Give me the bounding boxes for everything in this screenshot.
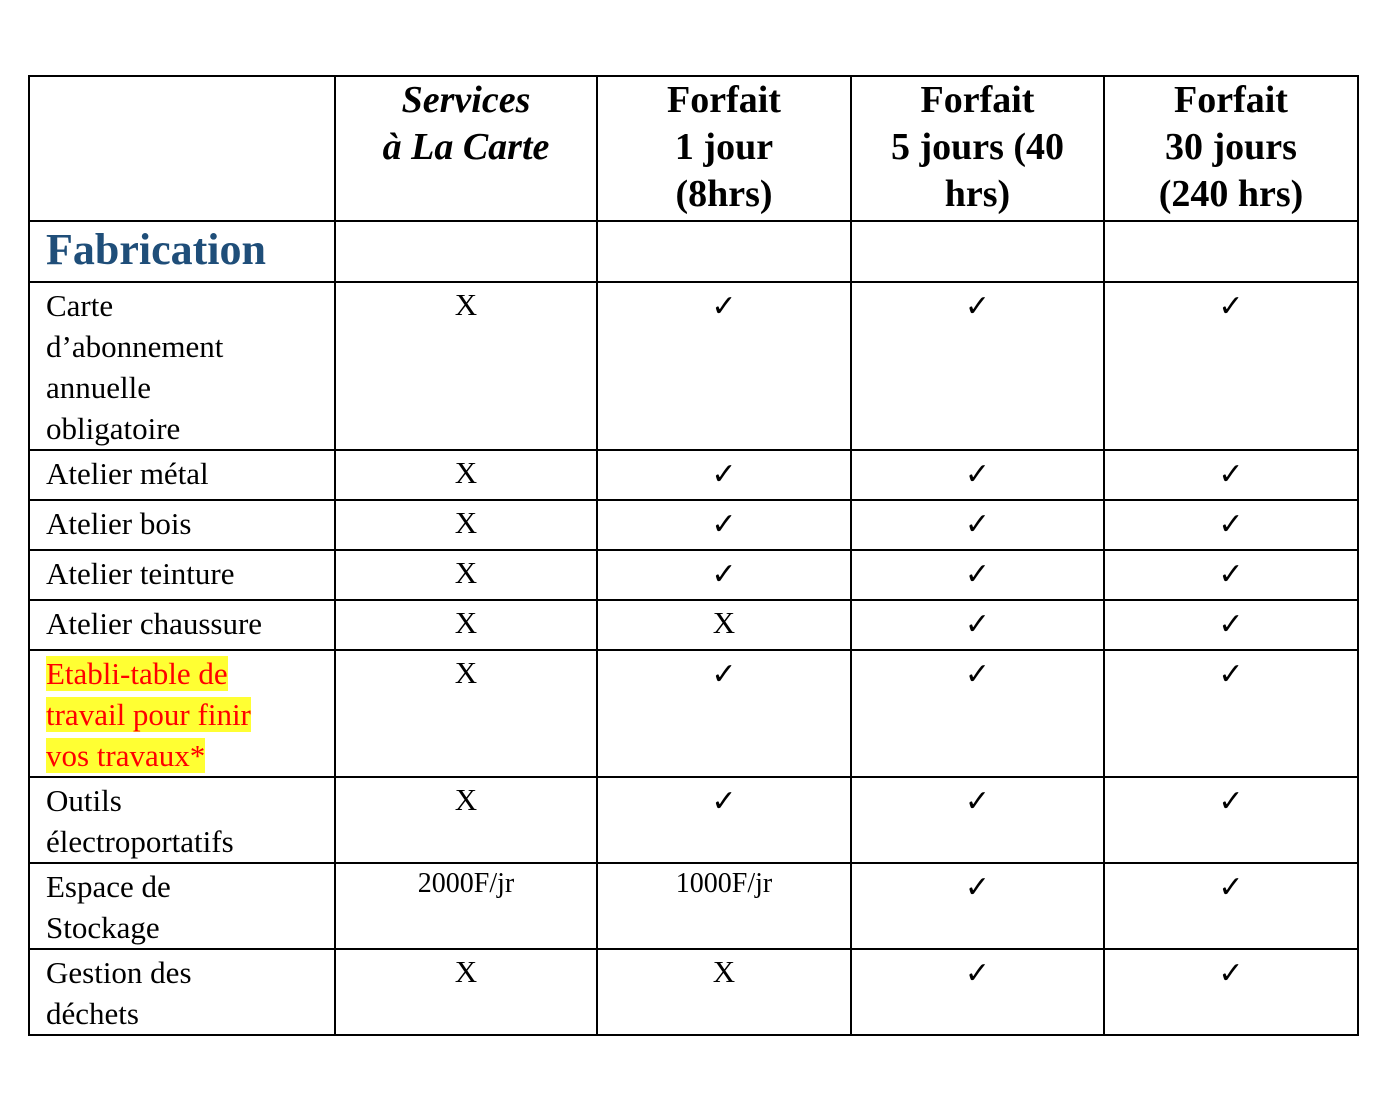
row-label — [29, 777, 335, 863]
table-row — [29, 650, 1358, 777]
row-label-line: d’abonnement — [46, 329, 224, 364]
row-label-line: Atelier teinture — [46, 556, 235, 591]
checkmark-icon: ✓ — [1104, 500, 1358, 550]
table-row — [29, 863, 1358, 949]
checkmark-icon: ✓ — [1104, 450, 1358, 500]
price-value: 1000F/jr — [597, 863, 851, 949]
checkmark-icon: ✓ — [1104, 600, 1358, 650]
row-label — [29, 282, 335, 450]
checkmark-icon: ✓ — [1104, 282, 1358, 450]
row-label-line: Atelier chaussure — [46, 606, 263, 641]
checkmark-icon: ✓ — [851, 450, 1104, 500]
row-label-line: Etabli-table de — [46, 656, 228, 691]
cross-mark: X — [335, 282, 597, 450]
header-empty-cell — [29, 76, 335, 221]
row-label-line: Atelier métal — [46, 456, 209, 491]
row-label-line: vos travaux* — [46, 738, 206, 773]
header-forfait-5-jours: Forfait 5 jours (40 hrs) — [851, 76, 1104, 221]
cross-mark: X — [335, 777, 597, 863]
checkmark-icon: ✓ — [597, 282, 851, 450]
table-row — [29, 600, 1358, 650]
checkmark-icon: ✓ — [851, 863, 1104, 949]
checkmark-icon: ✓ — [597, 650, 851, 777]
pricing-comparison-table — [28, 75, 1359, 1036]
row-label-line: électroportatifs — [46, 824, 234, 859]
checkmark-icon: ✓ — [851, 949, 1104, 1035]
cross-mark: X — [597, 600, 851, 650]
checkmark-icon: ✓ — [851, 600, 1104, 650]
cross-mark: X — [335, 550, 597, 600]
row-label-line: Stockage — [46, 910, 160, 945]
table-row — [29, 949, 1358, 1035]
header-row — [29, 76, 1358, 221]
row-label — [29, 863, 335, 949]
cross-mark: X — [335, 450, 597, 500]
checkmark-icon: ✓ — [1104, 650, 1358, 777]
section-title: Fabrication — [29, 221, 335, 282]
table-row — [29, 550, 1358, 600]
checkmark-icon: ✓ — [851, 282, 1104, 450]
header-forfait-1-jour: Forfait 1 jour (8hrs) — [597, 76, 851, 221]
table-row — [29, 282, 1358, 450]
checkmark-icon: ✓ — [851, 500, 1104, 550]
checkmark-icon: ✓ — [851, 777, 1104, 863]
row-label-line: Atelier bois — [46, 506, 192, 541]
table-row — [29, 777, 1358, 863]
checkmark-icon: ✓ — [1104, 777, 1358, 863]
price-value: 2000F/jr — [335, 863, 597, 949]
header-forfait-30-jours: Forfait 30 jours (240 hrs) — [1104, 76, 1358, 221]
cross-mark: X — [597, 949, 851, 1035]
table-row — [29, 500, 1358, 550]
row-label-line: déchets — [46, 996, 139, 1031]
cross-mark: X — [335, 949, 597, 1035]
cross-mark: X — [335, 500, 597, 550]
checkmark-icon: ✓ — [597, 550, 851, 600]
checkmark-icon: ✓ — [597, 500, 851, 550]
row-label-line: Outils — [46, 783, 122, 818]
row-label-line: obligatoire — [46, 411, 181, 446]
section-row — [29, 221, 1358, 282]
row-label — [29, 650, 335, 777]
row-label-line: annuelle — [46, 370, 152, 405]
row-label — [29, 550, 335, 600]
header-services-a-la-carte: Services à La Carte — [335, 76, 597, 221]
row-label — [29, 949, 335, 1035]
row-label-line: Espace de — [46, 869, 171, 904]
checkmark-icon: ✓ — [1104, 550, 1358, 600]
cross-mark: X — [335, 650, 597, 777]
row-label — [29, 450, 335, 500]
row-label-line: travail pour finir — [46, 697, 251, 732]
checkmark-icon: ✓ — [597, 450, 851, 500]
row-label — [29, 600, 335, 650]
row-label-line: Carte — [46, 288, 114, 323]
table-row — [29, 450, 1358, 500]
checkmark-icon: ✓ — [851, 650, 1104, 777]
checkmark-icon: ✓ — [1104, 863, 1358, 949]
checkmark-icon: ✓ — [1104, 949, 1358, 1035]
row-label-line: Gestion des — [46, 955, 192, 990]
checkmark-icon: ✓ — [597, 777, 851, 863]
row-label — [29, 500, 335, 550]
cross-mark: X — [335, 600, 597, 650]
checkmark-icon: ✓ — [851, 550, 1104, 600]
